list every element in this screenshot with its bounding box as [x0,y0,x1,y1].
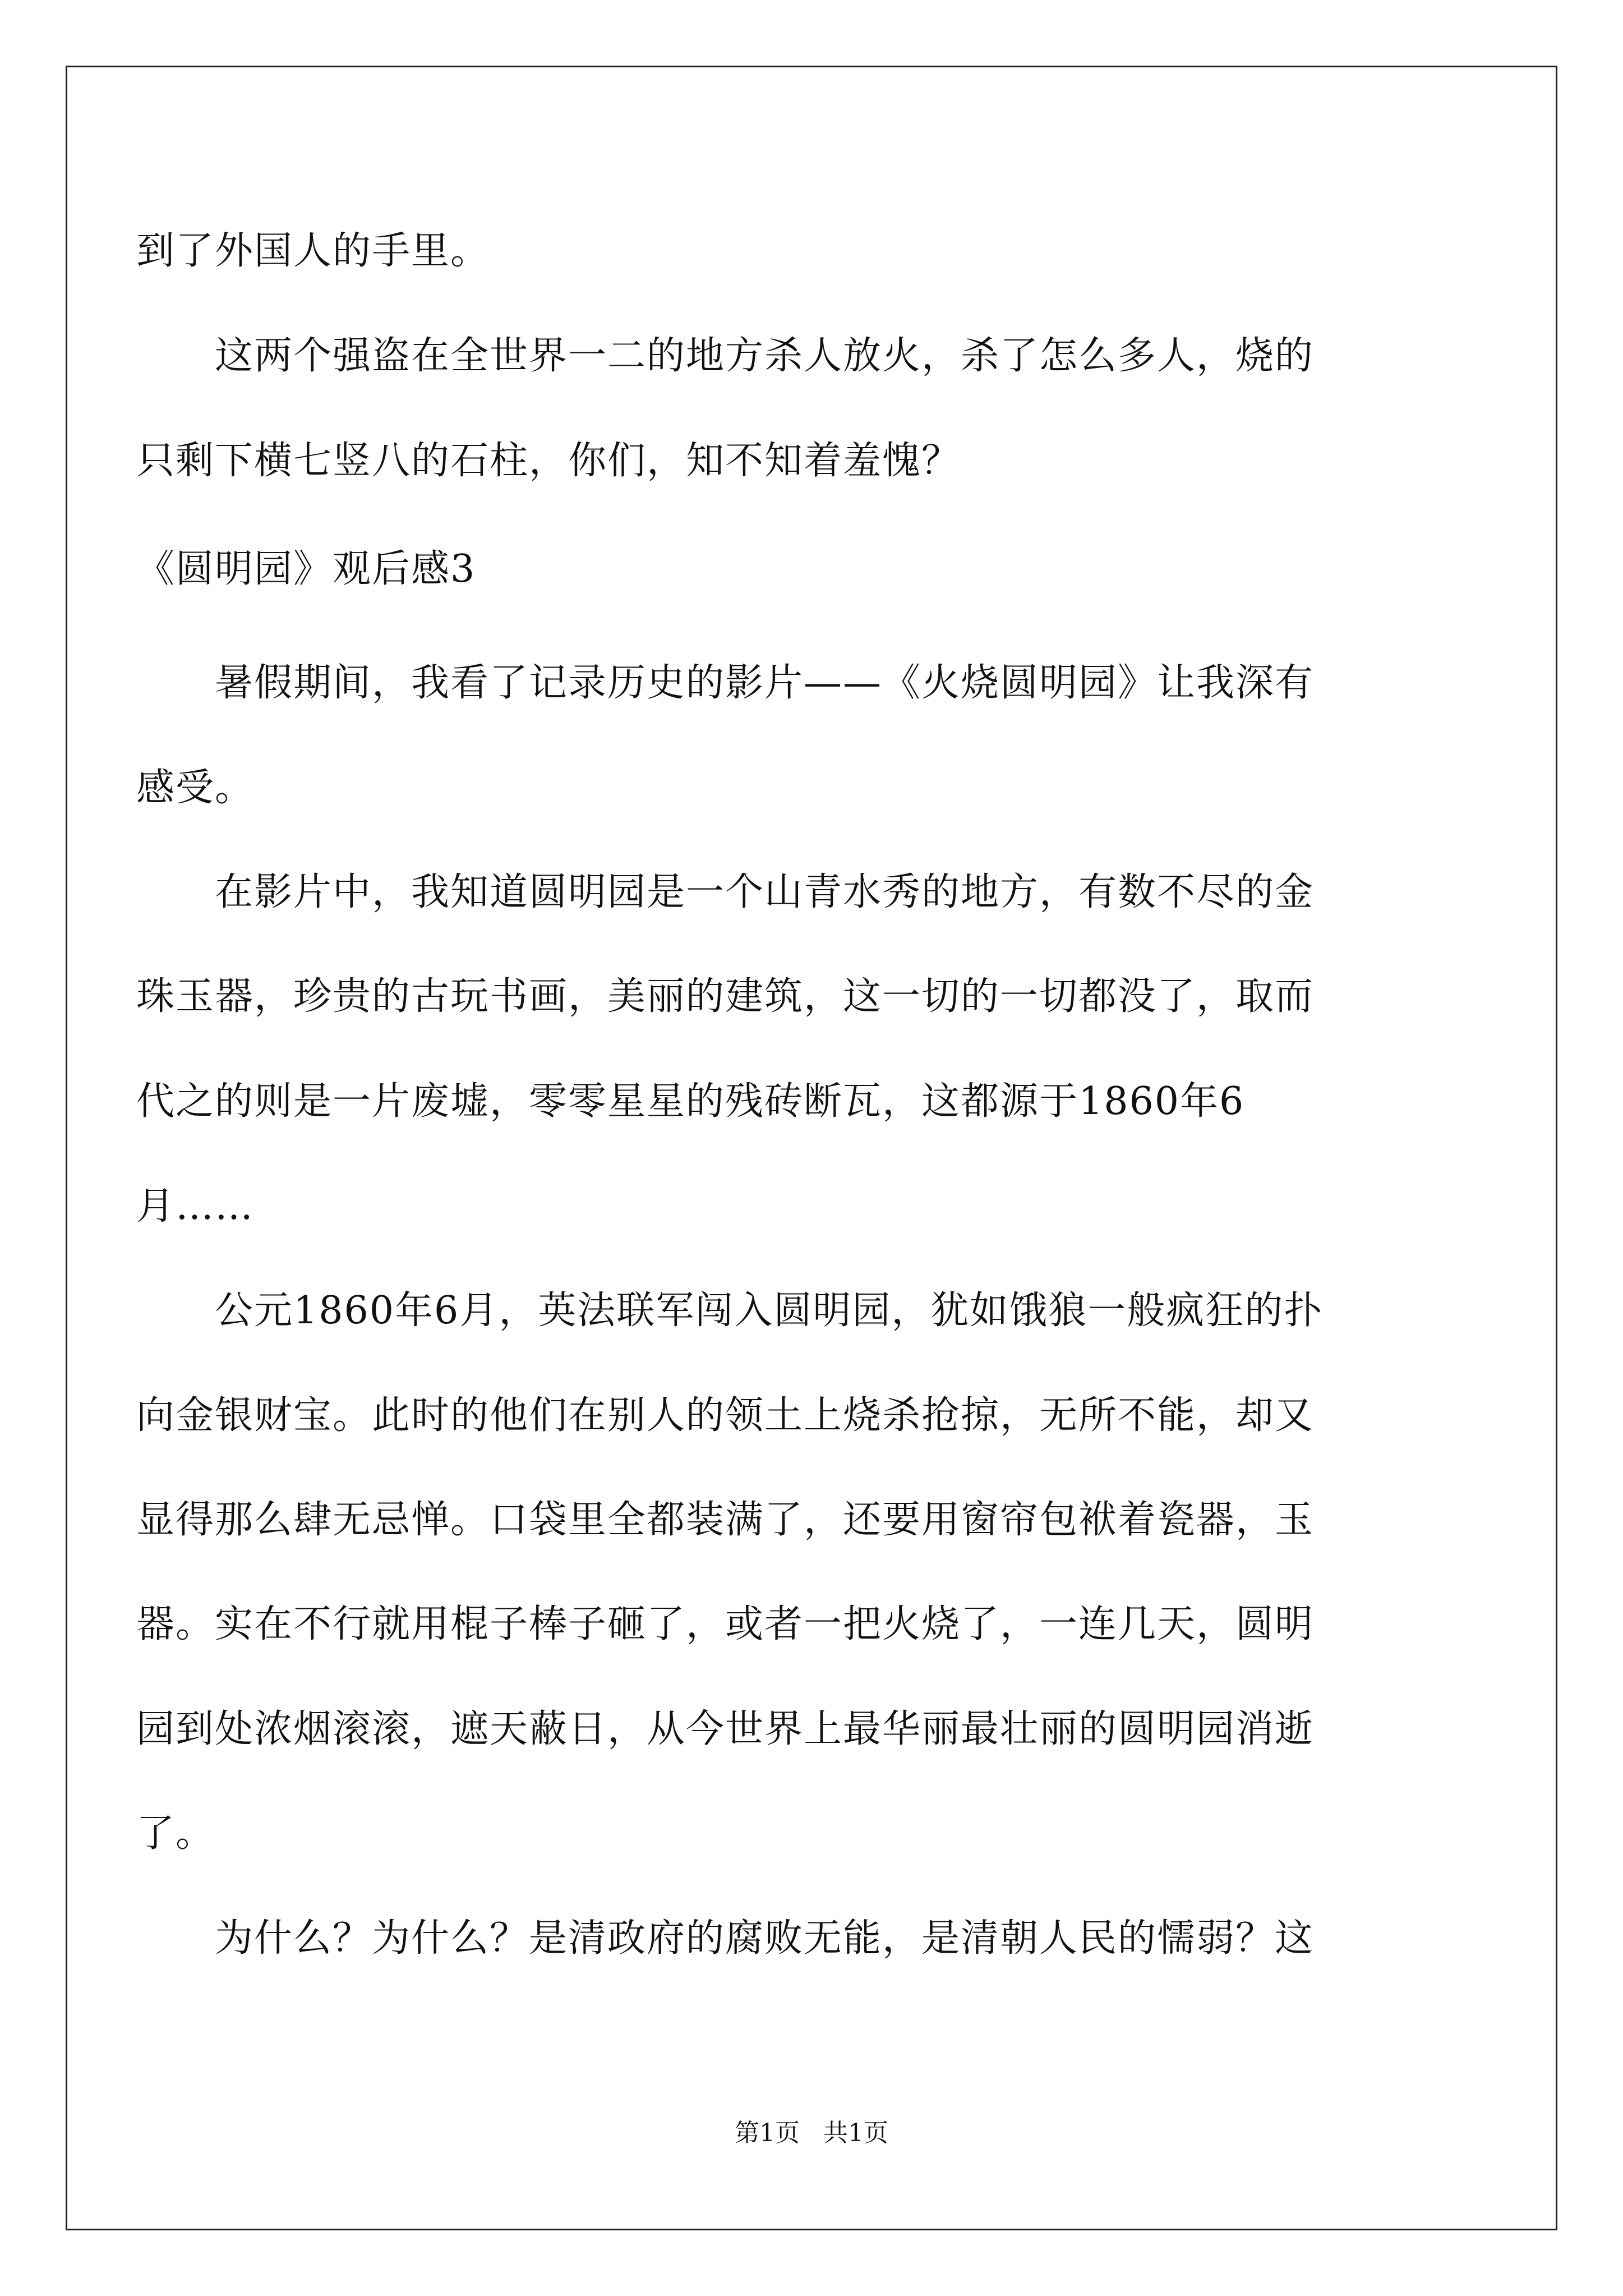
paragraph-first-line: 在影片中，我知道圆明园是一个山青水秀的地方，有数不尽的金 [215,870,1315,914]
paragraph-first-line: 暑假期间，我看了记录历史的影片——《火烧圆明园》让我深有 [215,661,1315,705]
text-line: 园到处浓烟滚滚，遮天蔽日，从今世界上最华丽最壮丽的圆明园消逝 [136,1707,1315,1751]
text-line: 月…… [136,1184,255,1228]
page-border [66,66,1557,2230]
page-number-footer: 第1页 共1页 [735,2119,888,2147]
paragraph-first-line: 这两个强盗在全世界一二的地方杀人放火，杀了怎么多人，烧的 [215,334,1315,378]
text-line: 了。 [136,1811,215,1856]
text-line: 到了外国人的手里。 [136,229,490,273]
text-line: 代之的则是一片废墟，零零星星的残砖断瓦，这都源于1860年6 [136,1079,1245,1124]
text-line: 显得那么肆无忌惮。口袋里全都装满了，还要用窗帘包袱着瓷器，玉 [136,1498,1315,1542]
text-line: 向金银财宝。此时的他们在别人的领土上烧杀抢掠，无所不能，却又 [136,1393,1315,1438]
section-heading: 《圆明园》观后感3 [136,547,476,591]
text-line: 器。实在不行就用棍子棒子砸了，或者一把火烧了，一连几天，圆明 [136,1602,1315,1646]
paragraph-first-line: 为什么？为什么？是清政府的腐败无能，是清朝人民的懦弱？这 [215,1916,1315,1961]
text-line: 珠玉器，珍贵的古玩书画，美丽的建筑，这一切的一切都没了，取而 [136,974,1315,1019]
text-line: 感受。 [136,766,255,810]
text-line: 只剩下横七竖八的石柱，你们，知不知着羞愧？ [136,439,961,483]
paragraph-first-line: 公元1860年6月，英法联军闯入圆明园，犹如饿狼一般疯狂的扑 [215,1289,1324,1333]
